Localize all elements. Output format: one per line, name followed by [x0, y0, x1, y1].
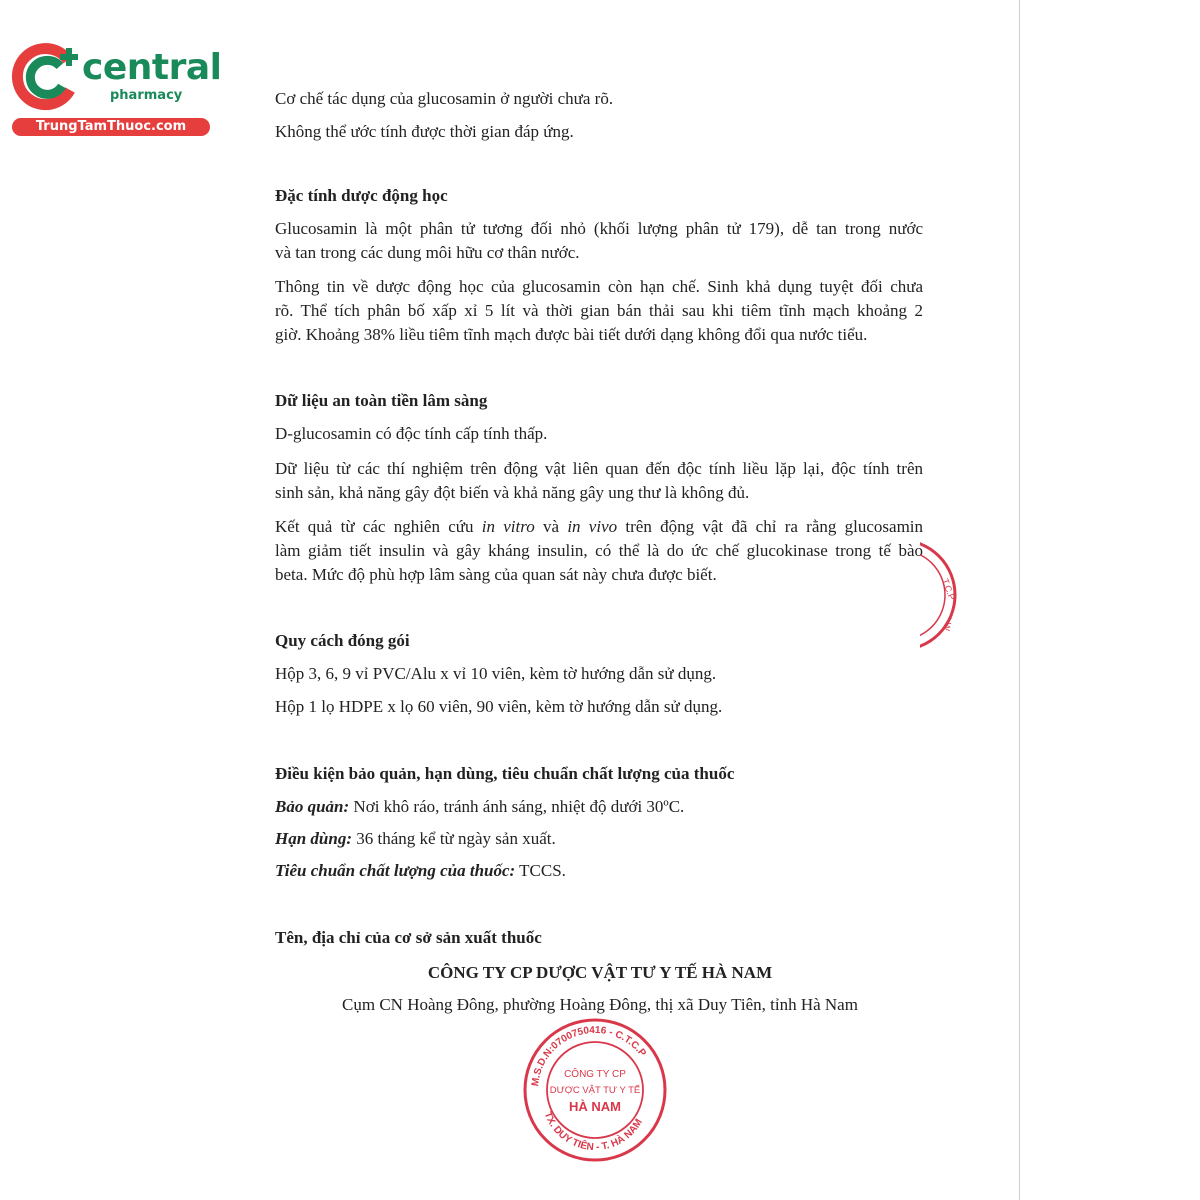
packaging-line-2: Hộp 1 lọ HDPE x lọ 60 viên, 90 viên, kèm tờ hướng dẫn sử dụng.	[275, 697, 723, 716]
manufacturer-address: Cụm CN Hoàng Đông, phường Hoàng Đông, thị xã Duy Tiên, tỉnh Hà Nam	[342, 995, 858, 1014]
preclinical-heading: Dữ liệu an toàn tiền lâm sàng	[275, 391, 488, 410]
packaging-line-1: Hộp 3, 6, 9 vỉ PVC/Alu x vỉ 10 viên, kèm tờ hướng dẫn sử dụng.	[275, 664, 717, 683]
central-pharmacy-logo-icon	[10, 38, 90, 118]
expiry-label: Hạn dùng:	[275, 829, 352, 848]
svg-text:T.C.P: T.C.P	[940, 577, 958, 602]
in-vitro-term: in vitro	[481, 517, 535, 536]
pharmacokinetics-heading: Đặc tính dược động học	[275, 186, 448, 205]
pk-paragraph-2-line-1: Thông tin về dược động học của glucosamin còn hạn chế. Sinh khả dụng tuyệt đối chưa	[275, 277, 923, 296]
expiry	[275, 828, 556, 850]
pk-paragraph-1-line-2: và tan trong các dung môi hữu cơ thân nước.	[275, 243, 580, 262]
company-stamp-seal	[520, 1015, 670, 1165]
stamp-line-2: DƯỢC VẬT TƯ Y TẾ	[549, 1085, 641, 1096]
logo-brand: central	[82, 47, 222, 88]
svg-text:* W: * W	[941, 615, 954, 632]
stamp-line-3: HÀ NAM	[569, 1099, 621, 1114]
pk-paragraph-1-line-1: Glucosamin là một phân tử tương đối nhỏ (khối lượng phân tử 179), dễ tan trong nước	[275, 219, 923, 238]
preclinical-paragraph-1: D-glucosamin có độc tính cấp tính thấp.	[275, 424, 548, 443]
logo-banner: TrungTamThuoc.com	[12, 118, 210, 136]
packaging-heading: Quy cách đóng gói	[275, 631, 410, 650]
expiry-value: 36 tháng kể từ ngày sản xuất.	[352, 829, 556, 848]
svg-text:TX. DUY TIÊN - T. HÀ NAM	[542, 1110, 645, 1153]
pk-paragraph-2-line-2: rõ. Thể tích phân bố xấp xỉ 5 lít và thời gian bán thải sau khi tiêm tĩnh mạch khoảng 2	[275, 301, 923, 320]
storage-heading: Điều kiện bảo quản, hạn dùng, tiêu chuẩn chất lượng của thuốc	[275, 764, 735, 783]
stamp-bottom-text: TX. DUY TIÊN - T. HÀ NAM	[541, 1110, 645, 1154]
intro-line-1: Cơ chế tác dụng của glucosamin ở người chưa rõ.	[275, 89, 614, 108]
storage-label: Bảo quản:	[275, 797, 350, 816]
standard-label: Tiêu chuẩn chất lượng của thuốc:	[275, 861, 516, 880]
preclinical-paragraph-3-line-1	[275, 516, 923, 538]
preclinical-paragraph-3-line-3: beta. Mức độ phù hợp lâm sàng của quan sát này chưa được biết.	[275, 565, 717, 584]
p3-text-c: trên động vật đã chỉ ra rằng glucosamin	[617, 517, 924, 536]
preclinical-paragraph-3-line-2: làm giảm tiết insulin và gây kháng insulin, có thể là do ức chế glucokinase trong tế bào	[275, 541, 923, 560]
preclinical-paragraph-2-line-2: sinh sản, khả năng gây đột biến và khả năng gây ung thư là không đủ.	[275, 483, 750, 502]
standard-value: TCCS.	[515, 861, 566, 880]
stamp-ring-text: M.S.D.N:0700750416 - C.T.C.P	[530, 1024, 648, 1087]
preclinical-paragraph-2-line-1: Dữ liệu từ các thí nghiệm trên động vật liên quan đến độc tính liều lặp lại, độc tính trên	[275, 459, 923, 478]
manufacturer-company: CÔNG TY CP DƯỢC VẬT TƯ Y TẾ HÀ NAM	[427, 963, 773, 982]
quality-standard	[275, 860, 566, 882]
manufacturer-heading: Tên, địa chỉ của cơ sở sản xuất thuốc	[275, 928, 542, 947]
storage-value: Nơi khô ráo, tránh ánh sáng, nhiệt độ dưới 30ºC.	[349, 797, 685, 816]
p3-text-a: Kết quả từ các nghiên cứu	[275, 517, 482, 536]
page-edge-divider	[1019, 0, 1020, 1200]
in-vivo-term: in vivo	[567, 517, 618, 536]
intro-line-2: Không thể ước tính được thời gian đáp ứng.	[275, 122, 574, 141]
logo-tagline: pharmacy	[110, 88, 183, 103]
partial-stamp-seal	[920, 540, 980, 650]
pk-paragraph-2-line-3: giờ. Khoảng 38% liều tiêm tĩnh mạch được bài tiết dưới dạng không đổi qua nước tiểu.	[275, 325, 868, 344]
storage-condition	[275, 796, 684, 818]
stamp-line-1: CÔNG TY CP	[564, 1069, 626, 1080]
p3-text-b: và	[534, 517, 568, 536]
